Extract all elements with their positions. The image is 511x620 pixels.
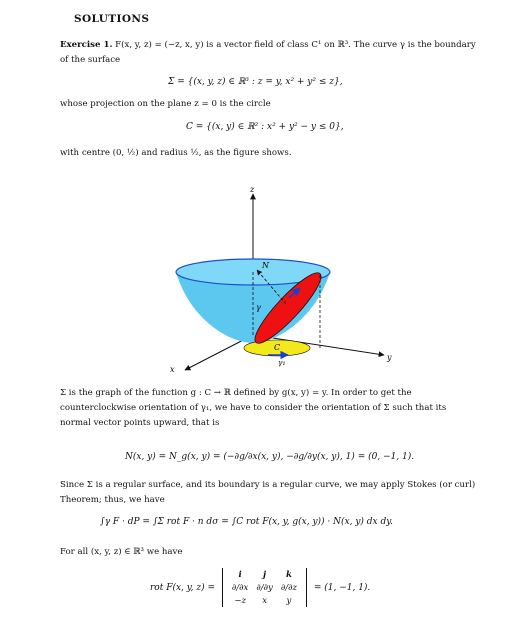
exercise-label: Exercise 1. — [60, 40, 113, 50]
rot-eq-lhs: rot F(x, y, z) = — [150, 583, 216, 593]
stokes-equation: ∫γ F · dP = ∫Σ rot F · n dσ = ∫C rot F(x, y, g(x, y)) · N(x, y) dx dy. — [100, 517, 394, 527]
projection-text: whose projection on the plane z = 0 is the circle — [60, 99, 271, 109]
centre-text: with centre (0, ½) and radius ½, as the figure shows. — [60, 148, 292, 158]
normal-eq-middle: (−∂g/∂x(x, y), −∂g/∂y(x, y), 1) — [223, 452, 355, 462]
section-heading: SOLUTIONS — [74, 13, 150, 25]
stokes-text: Since Σ is a regular surface, and its boundary is a regular curve, we may apply Stokes (or curl) Theorem; thus, we have — [60, 480, 476, 505]
normal-label: N — [262, 261, 269, 270]
normal-equation — [125, 452, 414, 462]
y-axis-label: y — [387, 353, 392, 362]
circle-definition: C = {(x, y) ∈ ℝ² : x² + y² − y ≤ 0}, — [186, 122, 344, 132]
matrix-cell: ∂/∂x — [231, 582, 249, 593]
rot-matrix — [222, 568, 307, 607]
exercise-intro-text: F(x, y, z) = (−z, x, y) is a vector field of class C¹ on ℝ³. The curve γ is the boundary of the surface — [60, 40, 476, 65]
rot-equation — [150, 568, 370, 607]
gamma-label: γ — [256, 303, 261, 312]
matrix-cell: i — [238, 569, 242, 580]
normal-eq-lhs: N(x, y) = N_g(x, y) = — [125, 452, 224, 462]
rot-eq-rhs: = (1, −1, 1). — [313, 583, 371, 593]
matrix-cell: j — [263, 569, 267, 580]
forall-text: For all (x, y, z) ∈ ℝ³ we have — [60, 547, 183, 557]
graph-text: Σ is the graph of the function g : C → ℝ defined by g(x, y) = y. In order to get the counterclockwise orientation of γ₁, we have to consider the orientation of Σ such that its normal vector points upward, that is — [60, 388, 447, 428]
exercise-intro — [60, 38, 476, 68]
z-axis-label: z — [250, 185, 255, 194]
sigma-definition: Σ = {(x, y, z) ∈ ℝ³ : z = y, x² + y² ≤ z}, — [168, 77, 343, 87]
c-label: C — [274, 343, 281, 352]
gamma1-label: γ₁ — [278, 358, 286, 367]
matrix-cell: −z — [234, 595, 246, 606]
matrix-cell: ∂/∂y — [256, 582, 273, 593]
surface-figure — [150, 180, 410, 380]
matrix-cell: y — [286, 595, 292, 606]
normal-eq-rhs: = (0, −1, 1). — [357, 452, 415, 462]
x-axis-label: x — [170, 365, 175, 374]
matrix-cell: ∂/∂z — [280, 582, 297, 593]
matrix-cell: x — [262, 595, 267, 606]
matrix-cell: k — [285, 569, 292, 580]
